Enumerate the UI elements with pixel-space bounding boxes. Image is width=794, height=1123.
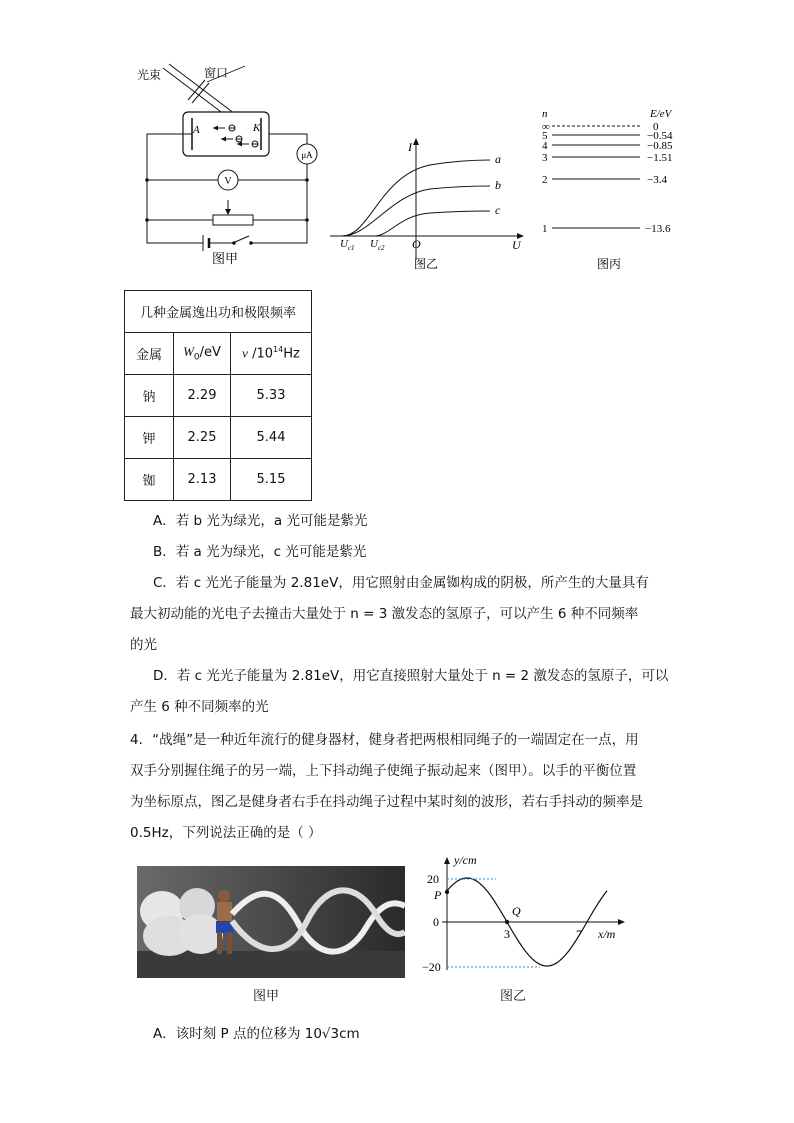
cell-w: 2.29 (174, 375, 231, 417)
window-label: 窗口 (204, 66, 229, 80)
figure-jia-circuit (125, 60, 330, 265)
level-e-5: −0.54 (647, 130, 673, 142)
voltmeter-label: V (224, 176, 232, 187)
table-row (125, 375, 312, 417)
point-p (445, 890, 449, 894)
level-e-2: −3.4 (647, 174, 667, 186)
cell-metal: 钠 (125, 375, 174, 417)
curve-c-label: c (495, 203, 501, 217)
cell-nu: 5.33 (231, 375, 312, 417)
figure-yi-caption: 图乙 (413, 257, 439, 270)
level-n-inf: ∞ (542, 121, 550, 133)
wave-x-label: x/m (598, 927, 616, 941)
q4-line2: 双手分别握住绳子的另一端，上下抖动绳子使绳子振动起来（图甲）。以手的平衡位置 (130, 763, 637, 779)
level-e-inf: 0 (653, 121, 659, 133)
cell-w: 2.25 (174, 417, 231, 459)
wave-y-0: 0 (433, 915, 439, 929)
q3-option-c-line3: 的光 (130, 637, 157, 653)
q3-option-a: A．若 b 光为绿光，a 光可能是紫光 (153, 513, 368, 529)
cell-metal: 钾 (125, 417, 174, 459)
level-n-4: 4 (542, 140, 548, 152)
q3-option-c-line2: 最大初动能的光电子去撞击大量处于 n = 3 激发态的氢原子，可以产生 6 种不同频率 (130, 606, 639, 622)
uc1-label: $U_{c1}$ (340, 238, 355, 252)
yi-x-axis: U (512, 238, 521, 252)
q4-line4: 0.5Hz，下列说法正确的是（ ） (130, 825, 322, 841)
figure-bing-energy-levels (535, 100, 695, 270)
table-row (125, 459, 312, 501)
athlete-head (218, 890, 230, 902)
point-q (505, 920, 509, 924)
wave-y-20: 20 (427, 872, 439, 886)
level-n-5: 5 (542, 130, 548, 142)
level-e-4: −0.85 (647, 140, 673, 152)
cell-nu: 5.44 (231, 417, 312, 459)
q3-option-b: B．若 a 光为绿光，c 光可能是紫光 (153, 544, 367, 560)
e-header: E/eV (650, 108, 672, 120)
figure-bing-caption: 图丙 (596, 257, 622, 270)
light-beam-label: 光束 (137, 68, 162, 82)
q-label: Q (512, 904, 521, 918)
figure-wave-graph (420, 852, 635, 977)
table-title: 几种金属逸出功和极限频率 (125, 291, 312, 333)
curve-b-label: b (495, 178, 501, 192)
cell-nu: 5.15 (231, 459, 312, 501)
level-n-2: 2 (542, 174, 548, 186)
wave-y-neg20: −20 (422, 960, 441, 974)
photo-caption: 图甲 (253, 989, 280, 1004)
q4-line3: 为坐标原点，图乙是健身者右手在抖动绳子过程中某时刻的波形，若右手抖动的频率是 (130, 794, 643, 810)
n-header: n (542, 108, 548, 120)
rheostat (213, 215, 253, 225)
metal-work-function-table (124, 290, 312, 501)
wave-x-7: 7 (576, 927, 582, 941)
cathode-label: K (253, 122, 261, 134)
wave-y-label: y/cm (454, 853, 477, 867)
q3-option-c-line1: C．若 c 光光子能量为 2.81eV，用它照射由金属铷构成的阴极，所产生的大量具有 (153, 575, 649, 591)
header-work-function: $W_0/eV$ (174, 333, 231, 375)
level-n-1: 1 (542, 223, 548, 235)
q3-option-d-line1: D．若 c 光光子能量为 2.81eV，用它直接照射大量处于 n = 2 激发态的氢原子，可以 (153, 668, 669, 684)
level-e-1: −13.6 (645, 223, 671, 235)
cell-w: 2.13 (174, 459, 231, 501)
yi-y-axis: I (408, 140, 412, 154)
q4-option-a: A．该时刻 P 点的位移为 10√3cm (153, 1026, 360, 1042)
header-metal: 金属 (125, 333, 174, 375)
figure-jia-caption: 图甲 (211, 252, 239, 265)
level-e-3: −1.51 (647, 152, 673, 164)
wave-caption: 图乙 (500, 989, 527, 1004)
wave-x-3: 3 (504, 927, 510, 941)
figure-yi-iu-curves (330, 135, 530, 270)
header-frequency: ν $/10^{14}Hz$ (231, 333, 312, 375)
ammeter-label: μA (301, 150, 313, 160)
anode-label: A (193, 124, 200, 136)
yi-origin: O (412, 237, 421, 251)
cell-metal: 铷 (125, 459, 174, 501)
curve-a-label: a (495, 152, 501, 166)
p-label: P (434, 888, 442, 902)
table-row (125, 417, 312, 459)
q3-option-d-line2: 产生 6 种不同频率的光 (130, 699, 269, 715)
uc2-label: $U_{c2}$ (370, 238, 385, 252)
battle-rope-photo (137, 866, 405, 978)
level-n-3: 3 (542, 152, 548, 164)
q4-line1: 4．“战绳”是一种近年流行的健身器材，健身者把两根相同绳子的一端固定在一点，用 (130, 732, 639, 748)
